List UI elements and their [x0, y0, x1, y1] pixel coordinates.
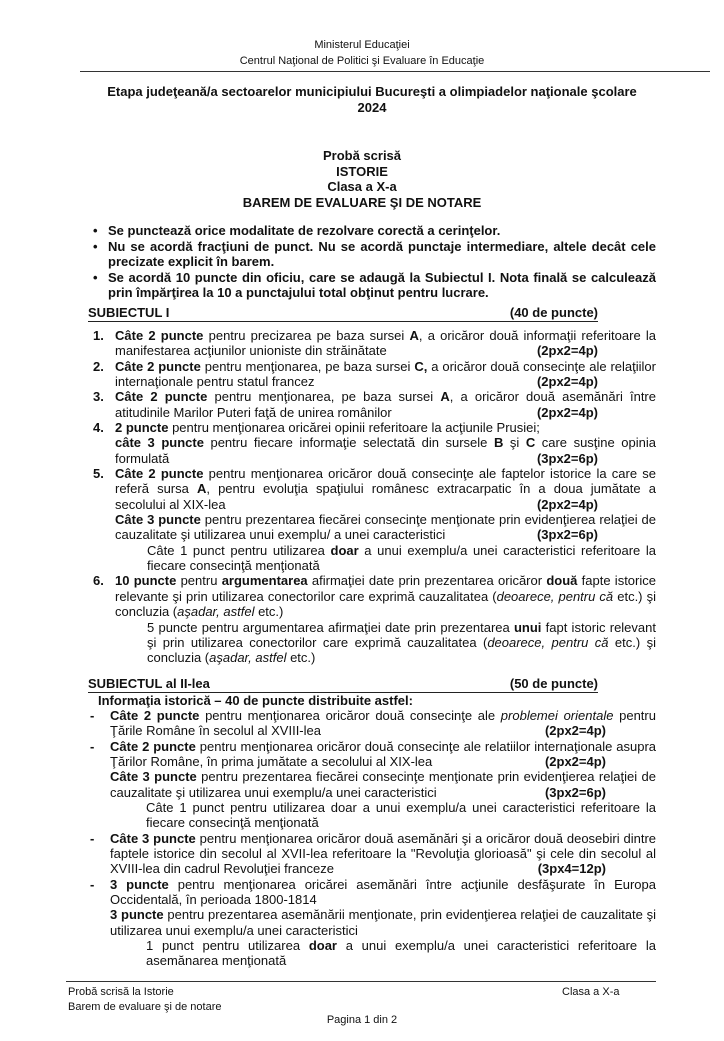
item-marker: 3. — [93, 389, 104, 405]
scoring-item — [88, 800, 656, 831]
page-footer — [0, 981, 724, 1029]
item-marker: 1. — [93, 327, 104, 343]
scoring-item — [88, 739, 656, 770]
rule-item: • Se acordă 10 puncte din oficiu, care se adaugă la Subiectul I. Nota finală se calculează prin împărţirea la 10 a punctajului total obţinut pentru lucrare. — [88, 270, 656, 301]
item-marker: - — [90, 830, 95, 846]
item-text: Câte 2 puncte — [115, 466, 204, 482]
scoring-item — [88, 573, 656, 619]
item-text: pentru precizarea pe baza sursei — [203, 327, 410, 343]
ministry-name: Ministerul Educaţiei — [314, 39, 410, 51]
item-text: pentru menţionarea oricăror două consecinţe ale — [199, 707, 501, 723]
item-text: pentru Ţările Române în secolul al XVIII-lea — [110, 707, 656, 739]
item-text: C — [525, 435, 536, 451]
center-name: Centrul Naţional de Politici şi Evaluare în Educaţie — [239, 55, 485, 67]
item-marker: 4. — [93, 420, 104, 436]
scoring-item — [88, 708, 656, 739]
item-text: 1 punct pentru utilizarea — [146, 938, 309, 954]
item-text: , a oricăror două asemănări între atitudinile Marilor Puteri faţă de unirea românilor — [115, 389, 656, 420]
item-marker: 5. — [93, 466, 104, 482]
class-name: Clasa a X-a — [327, 179, 397, 194]
subject2-points: (50 de puncte) — [509, 675, 598, 691]
item-text: Câte 2 puncte — [110, 707, 200, 723]
general-rules — [88, 223, 656, 301]
item-text: Câte 2 puncte — [115, 389, 208, 405]
item-text: doar — [330, 542, 359, 558]
item-marker: 2. — [93, 358, 104, 374]
item-text: Câte 3 puncte — [110, 769, 197, 785]
item-text: etc.) — [286, 650, 316, 666]
item-text: C, — [414, 358, 428, 374]
rule-item: • Se punctează orice modalitate de rezolvare corectă a cerinţelor. — [88, 223, 656, 239]
item-text: câte 3 puncte — [115, 435, 204, 451]
item-text: pentru — [176, 573, 222, 589]
item-points: (3px2=6p) — [536, 527, 598, 543]
item-text: A — [409, 327, 419, 343]
item-text: pentru menţionarea, pe baza sursei — [200, 358, 415, 374]
item-text: etc.) — [254, 604, 284, 620]
item-text: Câte 3 puncte — [115, 512, 201, 528]
item-text: pentru fiecare informaţie selectată din sursele — [203, 435, 494, 451]
item-text: A — [196, 481, 207, 497]
item-text: 3 puncte — [110, 876, 169, 892]
item-text: unui — [513, 619, 542, 635]
document-title: BAREM DE EVALUARE ŞI DE NOTARE — [242, 194, 482, 210]
item-text: deoarece, pentru că — [487, 634, 609, 650]
item-text: aşadar, astfel — [177, 604, 255, 620]
scoring-item — [88, 435, 656, 466]
page-number: Pagina 1 din 2 — [326, 1013, 398, 1026]
scoring-item — [88, 877, 656, 908]
footer-barem: Barem de evaluare şi de notare — [68, 1000, 222, 1013]
item-text: afirmaţiei date prin prezentarea oricăror — [307, 573, 547, 589]
item-text: fapte istorice relevante şi prin utilizarea conectorilor care exprimă cauzalitatea ( — [115, 573, 656, 604]
subject2-intro: Informaţia istorică – 40 de puncte distribuite astfel: — [98, 692, 413, 708]
item-text: şi — [503, 435, 526, 451]
subject2-items — [88, 708, 656, 969]
scoring-item — [88, 620, 656, 666]
item-marker: - — [90, 707, 95, 723]
item-text: Câte 3 puncte — [110, 830, 196, 846]
item-text: doar — [308, 938, 337, 954]
scoring-item — [88, 543, 656, 574]
subject1-name: SUBIECTUL I — [88, 304, 170, 320]
scoring-item — [88, 420, 656, 435]
footer-class: Clasa a X-a — [562, 985, 620, 998]
item-text: pentru prezentarea asemănării menţionate, prin evidenţierea relaţiei de cauzalitate şi utilizarea unui exemplu/a unei caracteristici — [110, 907, 656, 938]
item-points: (2px2=4p) — [536, 404, 598, 420]
title-year: 2024 — [357, 100, 387, 115]
scoring-item — [88, 831, 656, 877]
item-text: etc.) şi concluzia ( — [147, 634, 656, 666]
item-marker: 6. — [93, 573, 104, 589]
item-text: pentru menţionarea oricăror două asemănări şi a oricăror două deosebiri dintre faptele istorice din secolul al XVII-lea referitoare la "Revoluţia glorioasă" şi cele din secolul al XVIII-lea din cadrul Revoluţiei franceze — [110, 830, 657, 877]
item-text: pentru prezentarea fiecărei consecinţe menţionate prin evidenţierea relaţiei de cauzalitate şi utilizarea unui exemplu/a unei caracteristici — [110, 769, 656, 800]
item-text: , pentru evoluţia spaţiului românesc extracarpatic în a doua jumătate a secolului al XIX-lea — [115, 481, 656, 512]
scoring-item — [88, 389, 656, 420]
item-marker: - — [90, 876, 95, 892]
item-text: a oricăror două consecinţe ale relaţiilor internaţionale pentru statul francez — [115, 358, 656, 389]
item-text: 5 puncte pentru argumentarea afirmaţiei date prin prezentarea — [147, 619, 514, 635]
item-text: pentru menţionarea oricăror două consecinţe ale relatiilor internaţionale asupra Ţărilor Române, în prima jumătate a secolului al XIX-lea — [110, 738, 657, 769]
item-text: pentru menţionarea oricărei asemănări între acţiunile desfăşurate în Europa Occidentală, în perioada 1800-1814 — [110, 876, 656, 907]
item-text: 3 puncte — [110, 907, 164, 923]
exam-type: Probă scrisă — [322, 148, 402, 163]
item-text: A — [440, 389, 450, 405]
item-text: a unui exemplu/a unei caracteristici referitoare la fiecare consecinţă menţionată — [147, 542, 656, 574]
rule-item: • Nu se acordă fracţiuni de punct. Nu se acordă punctaje intermediare, altele decât cele precizate explicit în barem. — [88, 239, 656, 270]
item-text: Câte 1 punct pentru utilizarea doar a unui exemplu/a unei caracteristici referitoare la fiecare consecinţă menţionată — [146, 799, 656, 831]
scoring-item — [88, 938, 656, 969]
scoring-item — [88, 769, 656, 800]
subject1-points: (40 de puncte) — [509, 304, 598, 320]
scoring-item — [88, 512, 656, 543]
item-points: (3px4=12p) — [537, 861, 606, 877]
item-points: (3px2=6p) — [536, 450, 598, 466]
subject2-heading — [88, 676, 598, 693]
item-points: (2px2=4p) — [544, 723, 606, 739]
item-points: (2px2=4p) — [536, 374, 598, 389]
item-text: aşadar, astfel — [209, 650, 287, 666]
item-text: Câte 2 puncte — [115, 327, 204, 343]
item-points: (2px2=4p) — [544, 753, 606, 769]
item-text: B — [493, 435, 504, 451]
title-line1: Etapa judeţeană/a sectoarelor municipiului Bucureşti a olimpiadelor naţionale şcolare — [107, 84, 637, 99]
header-divider — [80, 71, 710, 72]
item-text: Câte 2 puncte — [110, 738, 196, 754]
scoring-item — [88, 466, 656, 512]
footer-divider — [66, 981, 656, 982]
item-text: 10 puncte — [115, 573, 177, 589]
subject1-items — [88, 328, 656, 666]
item-text: argumentarea — [221, 573, 308, 589]
item-text: Câte 2 puncte — [115, 358, 201, 374]
item-points: (2px2=4p) — [536, 496, 598, 512]
item-text: pentru prezentarea fiecărei consecinţe menţionate prin evidenţierea relaţiei de cauzalitate şi utilizarea unui exemplu/ a unei caracteristici — [115, 512, 656, 543]
item-text: problemei orientale — [500, 707, 614, 723]
item-text: 2 puncte — [115, 420, 169, 436]
item-text: pentru menţionarea oricărei opinii referitoare la acţiunile Prusiei; — [168, 420, 540, 436]
item-marker: - — [90, 738, 95, 754]
item-text: etc.) şi concluzia ( — [115, 588, 656, 620]
item-text: două — [546, 573, 578, 589]
item-text: Câte 1 punct pentru utilizarea — [147, 542, 331, 558]
item-text: pentru menţionarea oricăror două consecinţe ale faptelor istorice la care se referă sursa — [115, 466, 656, 497]
item-points: (2px2=4p) — [536, 343, 598, 359]
item-text: , a oricăror două informaţii referitoare la manifestarea acţiunilor unioniste din străinătate — [115, 327, 657, 359]
scoring-item — [88, 359, 656, 390]
subject-name: ISTORIE — [336, 163, 388, 179]
footer-exam: Probă scrisă la Istorie — [68, 985, 174, 998]
item-text: a unui exemplu/a unei caracteristici referitoare la asemănarea menţionată — [146, 938, 656, 969]
item-text: pentru menţionarea, pe baza sursei — [207, 389, 441, 405]
item-points: (3px2=6p) — [544, 784, 606, 800]
subject2-name: SUBIECTUL al II-lea — [88, 675, 210, 691]
scoring-item — [88, 907, 656, 938]
subject1-heading — [88, 305, 598, 322]
item-text: fapt istoric relevant şi prin utilizarea conectorilor care exprimă cauzalitatea ( — [147, 619, 656, 650]
scoring-item — [88, 328, 656, 359]
item-text: care susţine opinia formulată — [115, 435, 656, 466]
item-text: deoarece, pentru că — [496, 588, 614, 604]
